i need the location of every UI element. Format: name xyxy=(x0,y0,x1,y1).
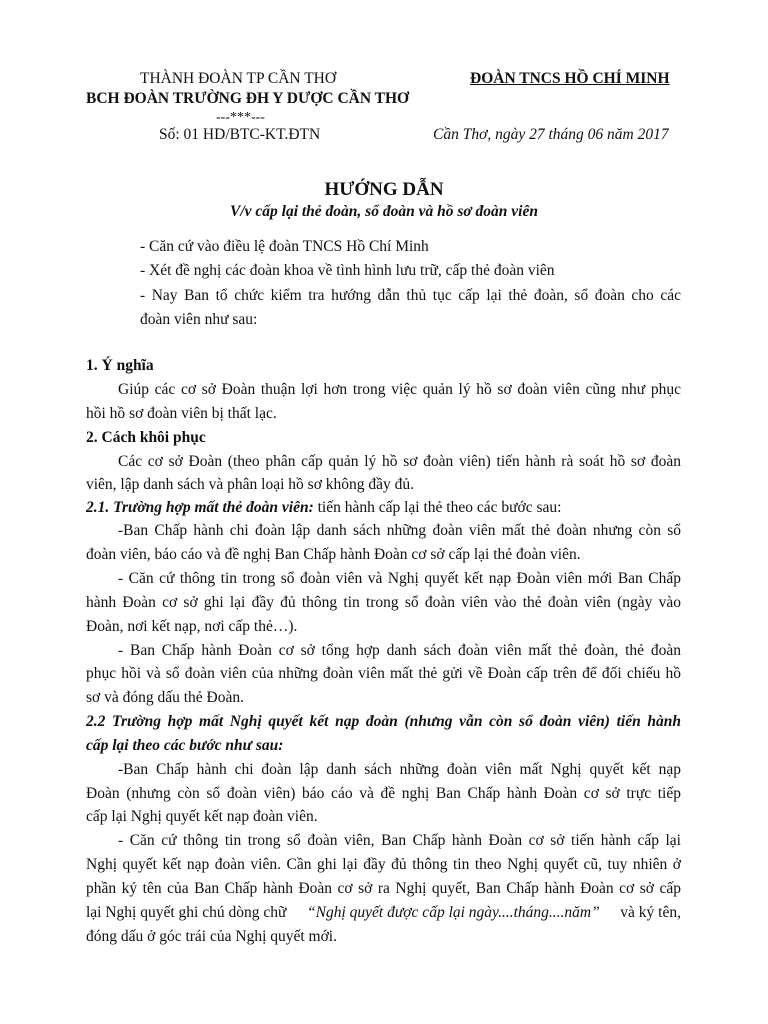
quoted-note: “Nghị quyết được cấp lại ngày....tháng....năm” xyxy=(307,904,600,921)
paragraph-line: Đoàn, nơi kết nạp, nơi cấp thẻ…). xyxy=(86,618,298,635)
subsection-heading: 2.2 Trường hợp mất Nghị quyết kết nạp đoàn (nhưng vẫn còn sổ đoàn viên) tiến hành xyxy=(86,713,681,730)
intro-line: - Căn cứ vào điều lệ đoàn TNCS Hồ Chí Minh xyxy=(140,238,429,255)
intro-line: đoàn viên như sau: xyxy=(140,311,258,328)
paragraph-line: cấp lại Nghị quyết kết nạp đoàn viên. xyxy=(86,808,318,825)
subsection-heading xyxy=(86,498,561,518)
paragraph-line: hồi hồ sơ đoàn viên bị thất lạc. xyxy=(86,405,277,422)
org-name-city: THÀNH ĐOÀN TP CẦN THƠ xyxy=(140,70,337,87)
section-heading: 2. Cách khôi phục xyxy=(86,429,206,446)
paragraph-line: -Ban Chấp hành chi đoàn lập danh sách những đoàn viên mất thẻ đoàn nhưng còn sổ xyxy=(118,522,681,539)
paragraph-line: - Ban Chấp hành Đoàn cơ sở tổng hợp danh sách đoàn viên mất thẻ đoàn, thẻ đoàn xyxy=(118,642,681,659)
org-name-school: BCH ĐOÀN TRƯỜNG ĐH Y DƯỢC CẦN THƠ xyxy=(86,90,410,107)
paragraph-line: Giúp các cơ sở Đoàn thuận lợi hơn trong việc quản lý hồ sơ đoàn viên cũng như phục xyxy=(118,381,681,398)
paragraph-text: và ký tên, xyxy=(616,904,681,921)
paragraph-line: hành Đoàn cơ sở ghi lại đầy đủ thông tin trong sổ đoàn viên vào thẻ đoàn viên (ngày vào xyxy=(86,594,681,611)
paragraph-line: -Ban Chấp hành chi đoàn lập danh sách những đoàn viên mất Nghị quyết kết nạp xyxy=(118,761,681,778)
section-heading: 1. Ý nghĩa xyxy=(86,357,154,374)
paragraph-line: Đoàn (nhưng còn sổ đoàn viên) báo cáo và đề nghị Ban Chấp hành Đoàn cơ sở trực tiếp xyxy=(86,785,681,802)
header-stars: ---***--- xyxy=(216,110,265,125)
paragraph-line: - Căn cứ thông tin trong sổ đoàn viên và Nghị quyết kết nạp Đoàn viên mới Ban Chấp xyxy=(118,570,681,587)
paragraph-line xyxy=(86,903,681,923)
paragraph-line: đoàn viên, báo cáo và đề nghị Ban Chấp hành Đoàn cơ sở cấp lại thẻ đoàn viên. xyxy=(86,546,581,563)
subsection-heading: cấp lại theo các bước như sau: xyxy=(86,737,284,754)
paragraph-line: đóng dấu ở góc trái của Nghị quyết mới. xyxy=(86,928,337,945)
paragraph-line: viên, lập danh sách và phân loại hồ sơ không đầy đủ. xyxy=(86,476,415,493)
paragraph-line: phục hồi và sổ đoàn viên của những đoàn viên mất thẻ gửi về Đoàn cấp trên để đối chiếu hồ xyxy=(86,665,681,682)
subsection-heading-label: 2.1. Trường hợp mất thẻ đoàn viên: xyxy=(86,499,314,516)
page-subtitle: V/v cấp lại thẻ đoàn, sổ đoàn và hồ sơ đoàn viên xyxy=(229,203,538,220)
intro-line: - Xét đề nghị các đoàn khoa về tình hình lưu trữ, cấp thẻ đoàn viên xyxy=(140,262,555,279)
org-name-union: ĐOÀN TNCS HỒ CHÍ MINH xyxy=(470,70,670,87)
paragraph-line: sơ và đóng dấu thẻ Đoàn. xyxy=(86,689,244,706)
paragraph-line: Các cơ sở Đoàn (theo phân cấp quản lý hồ sơ đoàn viên) tiến hành rà soát hồ sơ đoàn xyxy=(118,453,681,470)
paragraph-text: lại Nghị quyết ghi chú dòng chữ xyxy=(86,904,291,921)
paragraph-line: - Căn cứ thông tin trong sổ đoàn viên, Ban Chấp hành Đoàn cơ sở tiến hành cấp lại xyxy=(118,832,681,849)
doc-number: Số: 01 HD/BTC-KT.ĐTN xyxy=(159,126,321,143)
paragraph-line: phần ký tên của Ban Chấp hành Đoàn cơ sở ra Nghị quyết, Ban Chấp hành Đoàn cơ sở cấp xyxy=(86,880,681,897)
subsection-heading-tail: tiến hành cấp lại thẻ theo các bước sau: xyxy=(313,499,562,516)
paragraph-line: Nghị quyết kết nạp đoàn viên. Cần ghi lại đầy đủ thông tin theo Nghị quyết cũ, tuy nhiên ở xyxy=(86,856,681,873)
intro-line: - Nay Ban tổ chức kiểm tra hướng dẫn thủ tục cấp lại thẻ đoàn, sổ đoàn cho các xyxy=(140,287,681,304)
page-title: HƯỚNG DẪN xyxy=(324,179,444,200)
doc-date: Cần Thơ, ngày 27 tháng 06 năm 2017 xyxy=(433,126,669,143)
